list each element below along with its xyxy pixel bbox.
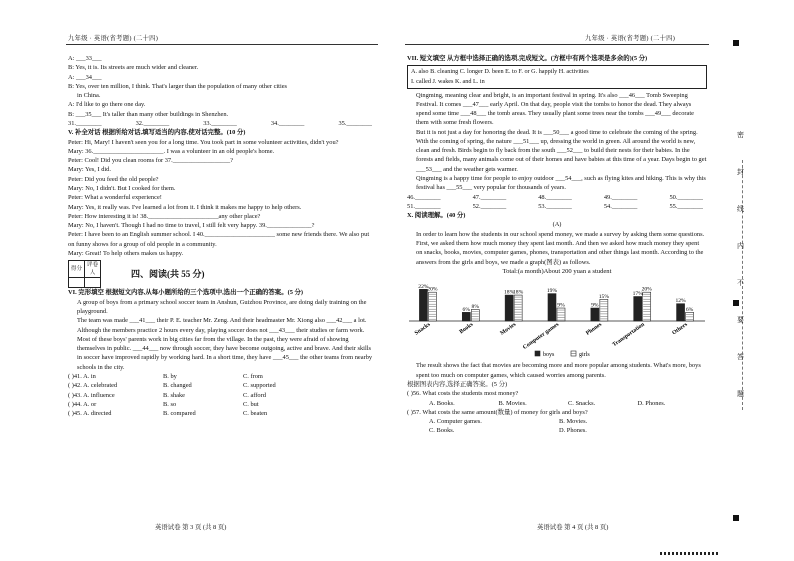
dialog-line: Mary: No, I didn't. But I cooked for them. xyxy=(68,184,176,192)
option-choice[interactable]: B. so xyxy=(163,400,177,408)
data-label: 8% xyxy=(471,304,480,311)
dialog-line: Peter: I have been to an English summer school. I 40.______________________ some new friends there. We also put on funny shows for a group of old people in a community. xyxy=(68,231,370,248)
section-x-title: X. 阅读理解。(40 分) xyxy=(407,212,466,220)
dialog-completion xyxy=(68,138,376,259)
dialog-line: in China. xyxy=(77,92,101,100)
right-header-rule xyxy=(405,44,709,45)
question-56-options xyxy=(407,399,707,408)
answer-blank: 52.________ xyxy=(472,202,507,210)
option-choice[interactable]: B. changed xyxy=(163,382,192,390)
chart-title: Total:(a month)About 200 yuan a student xyxy=(502,267,612,275)
answer-blank: 49.________ xyxy=(603,193,638,201)
passage-paragraph: A group of boys from a primary school soccer team in Anshun, Guizhou Province, are doing daily training on the playground. xyxy=(77,298,367,315)
survey-intro: In order to learn how the students in our school spend money, we made a survey by asking them some questions. First, we asked them how much money they spent last month. And then we asked how much money they spent on snacks, books, movies, computer games, phones, transportation and other things last month. According to the answers from the girls and boys, we made a graph(图表) as follows. xyxy=(416,230,705,266)
bar-boys xyxy=(419,290,427,322)
binding-char: 线 xyxy=(737,205,744,213)
passage-paragraph: But it is not just a day for honoring the dead. It is ___50___ a good time to celebrate the coming of the spring. With the coming of spring, the nature ___51___ up, dressing the world in green. All around the world is new, clean and fresh. Birds begin to fly back from the south ___52___ to build their nests for their babies. In the forests and fields, many animals come out of their homes and have babies at this time of a year. Days begin to get ___53___ and the weather gets warmer. xyxy=(416,128,707,173)
dialog-line: Mary: Great! To help others makes us happy. xyxy=(68,249,184,257)
right-page-footer: 英语试卷 第 4 页 (共 8 页) xyxy=(537,524,609,531)
option-choice[interactable]: C. supported xyxy=(243,382,276,390)
binding-char: 内 xyxy=(737,242,744,250)
option-choice: ( )43. A. influence xyxy=(68,391,115,399)
word-box-row-2: I. called J. wakes K. and L. in xyxy=(411,77,485,85)
data-label: 9% xyxy=(591,302,599,309)
question-57: ( )57. What costs the same amount(数量) of money for girls and boys? xyxy=(407,408,588,416)
q57-option-c[interactable]: C. Books. xyxy=(429,427,455,435)
answer-blank: 33.________ xyxy=(203,119,237,127)
legend-label-boys: boys xyxy=(543,352,555,359)
cloze-options xyxy=(68,372,376,418)
bar-boys xyxy=(505,295,513,321)
q56-option-a[interactable]: A. Books. xyxy=(429,399,455,407)
answer-blank: 31.________ xyxy=(68,119,102,127)
spending-bar-chart xyxy=(407,279,707,359)
option-choice[interactable]: C. beaten xyxy=(243,410,268,418)
left-header-rule xyxy=(66,44,378,45)
bar-boys xyxy=(677,304,685,321)
dialog-line: Peter: How interesting it is! 38.______________________any other place? xyxy=(68,212,261,220)
passage-paragraph: Most of these boys' parents work in big cities far from the village. In the past, they were afraid of showing themselves in public. ___44___ now through soccer, they have become outgoing, active and brave. And their skills in soccer have improved rapidly by working hard. In a short time, they have ___45___ the other teams from nearby schools in the city. xyxy=(77,335,373,371)
option-choice: ( )41. A. in xyxy=(68,372,96,380)
answer-blank: 48.________ xyxy=(538,193,572,201)
question-57-options-1 xyxy=(407,417,707,426)
option-choice: ( )42. A. celebrated xyxy=(68,382,118,390)
answer-blank: 47.________ xyxy=(472,193,507,201)
word-box-row-1: A. also B. cleaning C. longer D. been E. to F. or G. happily H. activities xyxy=(411,68,589,76)
data-label: 9% xyxy=(557,302,565,309)
bar-boys xyxy=(591,308,599,321)
dialog-line: A: I'd like to go there one day. xyxy=(68,101,146,109)
binding-char: 要 xyxy=(737,316,744,324)
dialog-line: B: ___35___ It's taller than many other buildings in Shenzhen. xyxy=(68,110,229,118)
right-page-header: 九年级 · 英语(省考题) (二十四) xyxy=(585,35,676,42)
dialog-line: Mary: Yes, it really was. I've learned a lot from it. I think it makes me happy to help others. xyxy=(68,203,302,211)
question-instruction: 根据图表内容,选择正确答案。(5 分) xyxy=(407,380,508,388)
legend-label-girls: girls xyxy=(579,352,590,359)
binding-char: 答 xyxy=(737,353,744,361)
answer-blanks-51-55 xyxy=(407,202,707,211)
spending-chart xyxy=(407,279,707,359)
q57-option-d[interactable]: D. Phones. xyxy=(559,427,587,435)
data-label: 12% xyxy=(675,298,686,305)
option-choice[interactable]: C. but xyxy=(243,400,259,408)
answer-blanks-31-35 xyxy=(68,119,376,128)
category-label: Movies xyxy=(499,322,518,338)
category-label: Snacks xyxy=(413,322,432,338)
word-box xyxy=(407,65,707,88)
option-choice[interactable]: C. afford xyxy=(243,391,266,399)
binding-char: 密 xyxy=(737,131,744,139)
registration-mark xyxy=(733,300,739,306)
category-label: Computer games xyxy=(522,322,561,352)
option-row xyxy=(68,381,376,390)
question-56: ( )56. What costs the students most money? xyxy=(407,390,519,398)
passage-paragraph: Qingming is a happy time for people to enjoy outdoor ___54___, such as flying kites and hiking. This is why this festival has ___55___ very popular for thousands of years. xyxy=(416,175,706,192)
bar-boys xyxy=(548,294,556,321)
section-v-title: V. 补全对话 根据所给对话,填写适当的内容,使对话完整。(10 分) xyxy=(68,129,246,137)
registration-mark xyxy=(733,515,739,521)
binding-char: 不 xyxy=(737,279,744,287)
data-label: 15% xyxy=(598,294,609,301)
option-choice[interactable]: B. by xyxy=(163,372,177,380)
edge-marks xyxy=(660,552,720,555)
bar-boys xyxy=(462,313,470,322)
option-row xyxy=(68,400,376,409)
option-row xyxy=(68,391,376,400)
category-label: Books xyxy=(458,322,475,336)
bar-girls xyxy=(471,310,479,322)
left-page-footer: 英语试卷 第 3 页 (共 8 页) xyxy=(155,524,227,531)
part-title: 四、阅读(共 55 分) xyxy=(131,268,205,279)
dialog-line: Peter: Cool! Did you clean rooms for 37.__________________? xyxy=(68,157,234,165)
score-box xyxy=(68,260,376,288)
answer-blanks-46-50 xyxy=(407,193,707,202)
data-label: 20% xyxy=(427,287,438,294)
dialog-line: Mary: No, I haven't. Though I had no time to travel, I still felt very happy. 39.______________? xyxy=(68,222,315,230)
answer-blank: 50.________ xyxy=(669,193,703,201)
cloze-passage xyxy=(68,298,376,372)
answer-blank: 51.________ xyxy=(407,202,441,210)
dialog-line: Peter: Hi, Mary! I haven't seen you for a long time. You took part in some volunteer activities, didn't you? xyxy=(68,138,339,146)
score-label: 得分 xyxy=(69,261,85,278)
option-choice[interactable]: B. shake xyxy=(163,391,186,399)
section-vi-title: VI. 完形填空 根据短文内容,从每小题所给的三个选项中,选出一个正确的答案。(5 分) xyxy=(68,289,304,297)
dialog-line: B: Yes, over ten million, I think. That's larger than the population of many other cities xyxy=(68,82,288,90)
answer-blank: 46.________ xyxy=(407,193,441,201)
dialog-line: Mary: 36.______________________. I was a volunteer in an old people's home. xyxy=(68,147,275,155)
data-label: 18% xyxy=(504,289,515,296)
dialog-line: Peter: What a wonderful experience! xyxy=(68,194,162,202)
option-choice: ( )45. A. directed xyxy=(68,410,112,418)
dialog-line: A: ___34___ xyxy=(68,73,102,81)
survey-result: The result shows the fact that movies are becoming more and more popular among students. What's more, boys spent too much on computer games, which caused worries among parents. xyxy=(416,362,701,379)
section-a-label: (A) xyxy=(552,221,562,229)
category-label: Others xyxy=(671,322,689,337)
section-vii-title: VII. 短文填空 从方框中选择正确的选项,完成短文。(方框中有两个选项是多余的)(5 分) xyxy=(407,55,648,62)
category-label: Transportation xyxy=(611,322,646,349)
bar-girls xyxy=(600,300,608,322)
bar-boys xyxy=(634,297,642,321)
data-label: 22% xyxy=(418,284,429,291)
legend-swatch-boys xyxy=(535,351,540,356)
registration-mark xyxy=(733,40,739,46)
left-page xyxy=(68,54,376,418)
data-label: 18% xyxy=(513,289,524,296)
binding-char: 封 xyxy=(737,168,744,176)
q56-option-d[interactable]: D. Phones. xyxy=(637,399,666,407)
q57-option-a[interactable]: A. Computer games. xyxy=(429,418,482,426)
passage-paragraph: The team was made ___41___ their P. E. teacher Mr. Zeng. And their headmaster Mr. Xiong also ___42___ a lot. Although the members practice 2 hours every day, playing soccer does not ___43___ their studies or farm work. xyxy=(77,317,367,334)
option-choice[interactable]: C. from xyxy=(243,372,263,380)
option-choice[interactable]: B. compared xyxy=(163,410,196,418)
answer-blank: 34.________ xyxy=(270,119,305,127)
binding-char: 题 xyxy=(737,390,744,398)
question-57-options-2 xyxy=(407,426,707,435)
festival-passage xyxy=(407,91,707,193)
answer-blank: 55.________ xyxy=(669,202,703,210)
data-label: 17% xyxy=(632,291,643,298)
q56-option-b[interactable]: B. Movies. xyxy=(498,399,527,407)
data-label: 20% xyxy=(641,287,652,294)
dialog-line: Mary: Yes, I did. xyxy=(68,166,111,174)
data-label: 6% xyxy=(685,307,694,314)
data-label: 19% xyxy=(546,288,558,295)
answer-blank: 54.________ xyxy=(603,202,638,210)
answer-blank: 35.________ xyxy=(338,119,372,127)
answer-blank: 53.________ xyxy=(538,202,572,210)
dialog-line: B: Yes, it is. Its streets are much wider and cleaner. xyxy=(68,64,199,72)
option-choice: ( )44. A. or xyxy=(68,400,97,408)
q57-option-b[interactable]: B. Movies. xyxy=(559,418,588,426)
passage-paragraph: Qingming, meaning clear and bright, is an important festival in spring. It's also ___46___ Tomb Sweeping Festival. It comes ___47___ early April. On that day, people visit the tombs to honor the dead. They always spend some time ___48___ the tomb areas. They usually plant some trees near the tombs ___49___ decorate them with some fresh flowers. xyxy=(416,91,694,127)
left-page-header: 九年级 · 英语(省考题) (二十四) xyxy=(68,35,159,42)
dialog-line: A: ___33___ xyxy=(68,55,102,62)
option-row xyxy=(68,409,376,418)
answer-blank: 32.________ xyxy=(135,119,170,127)
category-label: Phones xyxy=(585,322,604,338)
grader-label: 评卷人 xyxy=(85,261,101,278)
option-row xyxy=(68,372,376,381)
dialog-lines-1 xyxy=(68,54,376,119)
q56-option-c[interactable]: C. Snacks. xyxy=(568,399,596,407)
right-page xyxy=(407,54,707,436)
data-label: 6% xyxy=(462,307,471,314)
dialog-line: Peter: Did you feed the old people? xyxy=(68,175,159,183)
